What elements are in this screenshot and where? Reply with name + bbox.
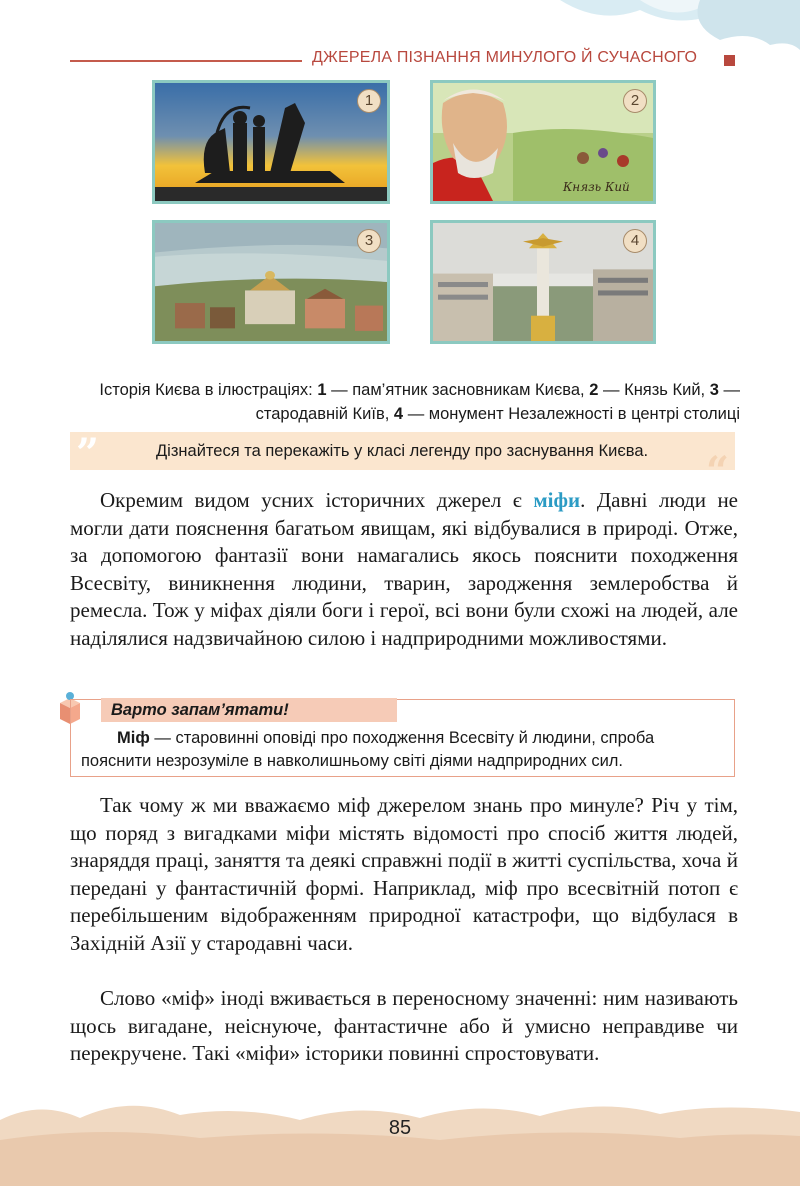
remember-label — [101, 698, 397, 722]
caption-item: — монумент Незалежності в центрі столиці — [407, 405, 740, 423]
header-rule — [70, 60, 302, 62]
quote-close-icon: “ — [706, 448, 730, 495]
caption-item: — Князь Кий, — [603, 381, 706, 399]
photo-number-badge: 2 — [623, 89, 647, 113]
photo-ancient-kyiv — [152, 220, 390, 344]
prince-kyi-inscription: Князь Кий — [563, 180, 630, 194]
definition-term: Міф — [117, 729, 150, 747]
paragraph-text: . Давні люди не могли дати пояснення багатьом явищам, які відбувалися в природі. Отже, за допомогою фантазії вони намагались якось пояснити походження Всесвіту, виникнення людини, тварин, зародження землеробства й ремесла. Тож у міфах діяли боги і герої, всі вони були схожі на людей, але наділялися надзвичайною силою і надприродними можливостями. — [70, 488, 739, 650]
page-number: 85 — [388, 1117, 412, 1139]
photo-prince-kyi — [430, 80, 656, 204]
caption-number: 1 — [317, 381, 327, 399]
chapter-title: ДЖЕРЕЛА ПІЗНАННЯ МИНУЛОГО Й СУЧАСНОГО — [312, 49, 698, 66]
paragraph-text: Окремим видом усних історичних джерел є — [100, 488, 522, 512]
task-box — [70, 430, 735, 495]
quote-open-icon: ” — [76, 430, 100, 477]
caption-intro: Історія Києва в ілюстраціях: — [99, 381, 313, 399]
photo-number-badge: 1 — [357, 89, 381, 113]
definition-text: — старовинні оповіді про походження Всесвіту й людини, спроба пояснити незрозуміле в навколишньому світі діями надприродних сил. — [81, 729, 655, 770]
task-text: Дізнайтеся та перекажіть у класі легенду про заснування Києва. — [156, 442, 649, 460]
header-square-marker — [724, 55, 735, 66]
paragraph-myth-figurative: Слово «міф» іноді вживається в переносному значенні: ним називають щось вигадане, неіснуюче, фантастичне або й умисно неправдиве чи перекручене. Такі «міфи» історики повинні спростовувати. — [70, 986, 738, 1065]
caption-number: 3 — [709, 381, 719, 399]
caption-item: — стародавній Київ, — [255, 381, 740, 423]
highlighted-term: міфи — [533, 488, 581, 512]
caption-number: 2 — [589, 381, 599, 399]
paragraph-myths-intro — [70, 487, 738, 652]
caption-number: 4 — [393, 405, 404, 423]
chapter-header — [70, 48, 760, 72]
myth-definition — [81, 727, 726, 773]
photo-independence-monument — [430, 220, 656, 344]
remember-label-text: Варто запам’ятати! — [111, 701, 289, 719]
photo-number-badge: 3 — [357, 229, 381, 253]
remember-box — [70, 699, 735, 777]
photo-monument-founders — [152, 80, 390, 204]
illustrations-caption — [60, 378, 740, 426]
caption-item: — пам’ятник засновникам Києва, — [331, 381, 585, 399]
paragraph-myth-as-source: Так чому ж ми вважаємо міф джерелом знань про минуле? Річ у тім, що поряд з вигадками міфи містять відомості про спосіб життя людей, знаряддя праці, заняття та деякі справжні події в житті суспільства, хоча й передані у фантастичній формі. Наприклад, міф про всесвітній потоп є перебільшеним відображенням природної катастрофи, що відбулася в Західній Азії у стародавні часи. — [70, 793, 738, 955]
photo-number-badge: 4 — [623, 229, 647, 253]
